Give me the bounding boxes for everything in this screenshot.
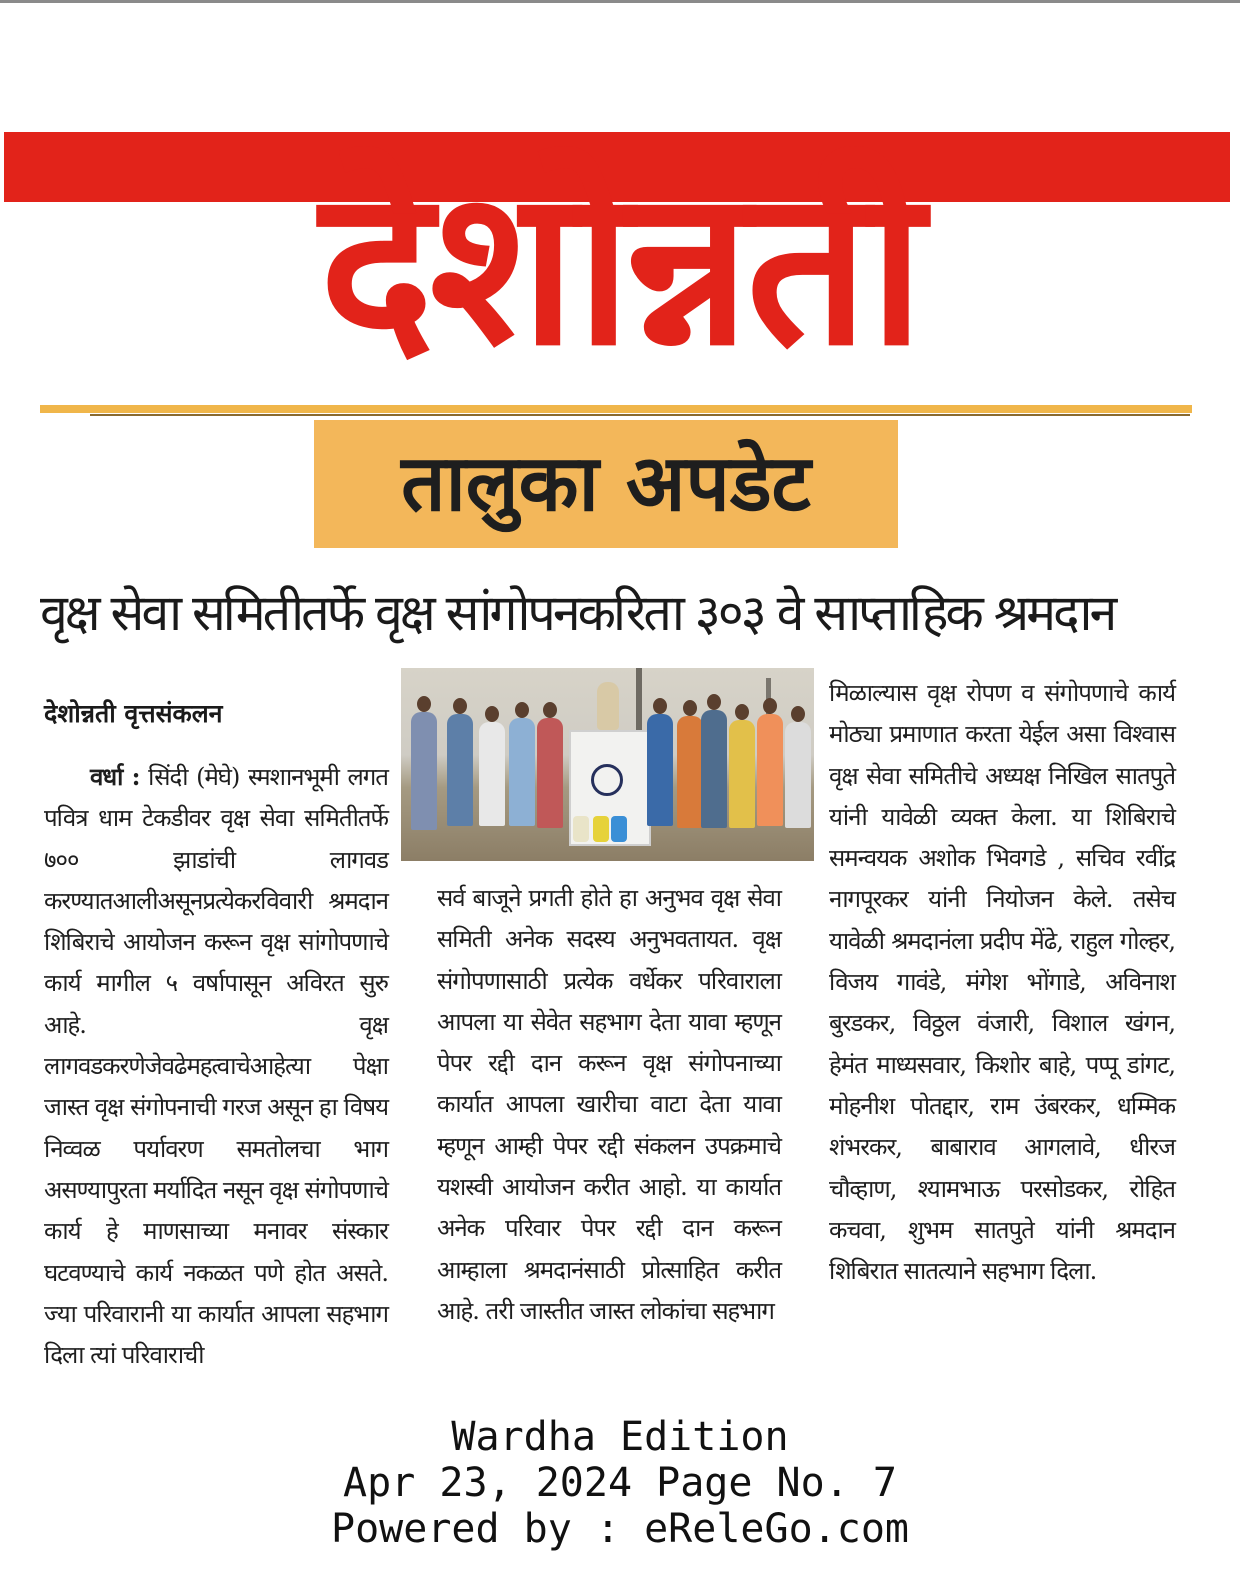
photo-person-head xyxy=(543,702,557,718)
photo-person-head xyxy=(485,706,499,722)
header-rule-thick xyxy=(40,405,1192,413)
photo-person-head xyxy=(515,702,529,718)
newspaper-logo-title: देशोन्नती xyxy=(319,142,921,393)
photo-person xyxy=(785,722,811,828)
article-photo xyxy=(401,668,814,861)
photo-person xyxy=(647,714,673,826)
photo-person xyxy=(701,710,727,828)
photo-person xyxy=(677,716,703,828)
photo-person xyxy=(447,714,473,826)
photo-person xyxy=(729,720,755,828)
dateline-place: वर्धा : xyxy=(90,762,140,791)
article-column-1-text: सिंदी (मेघे) स्मशानभूमी लगत पवित्र धाम टेकडीवर वृक्ष सेवा समितीतर्फे ७०० झाडांची लागवड करण्यातआलीअसूनप्रत्येकरविवारी श्रमदान शिबिराचे आयोजन करून वृक्ष सांगोपणाचे कार्य मागील ५ वर्षापासून अविरत सुरु आहे. वृक्ष लागवडकरणेजेवढेमहत्वाचेआहेत्या पेक्षा जास्त वृक्ष संगोपनाची गरज असून हा विषय निव्वळ पर्यावरण समतोलचा भाग असण्यापुरता मर्यादित नसून वृक्ष संगोपणाचे कार्य हे माणसाच्या मनावर संस्कार घटवण्याचे कार्य नकळत पणे होत असते. ज्या परिवारानी या कार्यात आपला सहभाग दिला त्यां परिवाराची xyxy=(44,763,388,1370)
page-top-border xyxy=(0,0,1240,3)
photo-person-head xyxy=(735,704,749,720)
photo-person-head xyxy=(791,706,805,722)
article-headline: वृक्ष सेवा समितीतर्फे वृक्ष सांगोपनकरिता ३०३ वे साप्ताहिक श्रमदान xyxy=(40,584,1115,642)
photo-jug xyxy=(573,816,589,842)
photo-person xyxy=(757,714,783,826)
article-byline: देशोन्नती वृत्तसंकलन xyxy=(44,699,223,728)
photo-statue xyxy=(597,682,619,730)
photo-person xyxy=(411,712,437,830)
footer-date-page: Apr 23, 2024 Page No. 7 xyxy=(343,1460,897,1506)
photo-person xyxy=(479,722,505,826)
photo-person-head xyxy=(653,698,667,714)
article-column-2: सर्व बाजूने प्रगती होते हा अनुभव वृक्ष सेवा समिती अनेक सदस्य अनुभवतायत. वृक्ष संगोपणासाठी प्रत्येक वर्धेकर परिवाराला आपला या सेवेत सहभाग देता यावा म्हणून पेपर रद्दी दान करून वृक्ष संगोपनाच्या कार्यात आपला खारीचा वाटा देता यावा म्हणून आम्ही पेपर रद्दी संकलन उपक्रमाचे यशस्वी आयोजन करीत आहो. या कार्यात अनेक परिवार पेपर रद्दी दान करून आम्हाला श्रमदानंसाठी प्रोत्साहित करीत आहे. तरी जास्तीत जास्त लोकांचा सहभाग xyxy=(437,884,781,1325)
photo-person xyxy=(537,718,563,828)
article-column-1 xyxy=(44,756,388,1376)
photo-person-head xyxy=(453,698,467,714)
photo-person-head xyxy=(417,696,431,712)
photo-person-head xyxy=(763,698,777,714)
footer-edition: Wardha Edition xyxy=(451,1414,789,1460)
photo-person xyxy=(509,718,535,826)
header-rule-thin xyxy=(90,414,1190,416)
section-title: तालुका अपडेट xyxy=(401,439,811,529)
article-column-3: मिळाल्यास वृक्ष रोपण व संगोपणाचे कार्य मोठ्या प्रमाणात करता येईल असा विश्वास वृक्ष सेवा समितीचे अध्यक्ष निखिल सातपुते यांनी यावेळी व्यक्त केला. या शिबिराचे समन्वयक अशोक भिवगडे , सचिव रवींद्र नागपूरकर यांनी नियोजन केले. तसेच यावेळी श्रमदानंला प्रदीप मेंढे, राहुल गोल्हर, विजय गावंडे, मंगेश भोंगाडे, अविनाश बुरडकर, विठ्ठल वंजारी, विशाल खंगन, हेमंत माध्यसवार, किशोर बाहे, पप्पू डांगट, मोहनीश पोतद्दार, राम उंबरकर, धम्मिक शंभरकर, बाबाराव आगलावे, धीरज चौव्हाण, श्यामभाऊ परसोडकर, रोहित कचवा, शुभम सातपुते यांनी श्रमदान शिबिरात सातत्याने सहभाग दिला. xyxy=(829,679,1175,1286)
photo-person-head xyxy=(683,700,697,716)
footer-powered-by: Powered by : eReleGo.com xyxy=(331,1506,909,1552)
masthead xyxy=(0,30,1240,393)
photo-person-head xyxy=(707,694,721,710)
photo-jug xyxy=(611,816,627,842)
section-banner xyxy=(314,420,898,548)
ashoka-chakra-icon xyxy=(591,764,623,796)
photo-jug xyxy=(593,816,609,842)
